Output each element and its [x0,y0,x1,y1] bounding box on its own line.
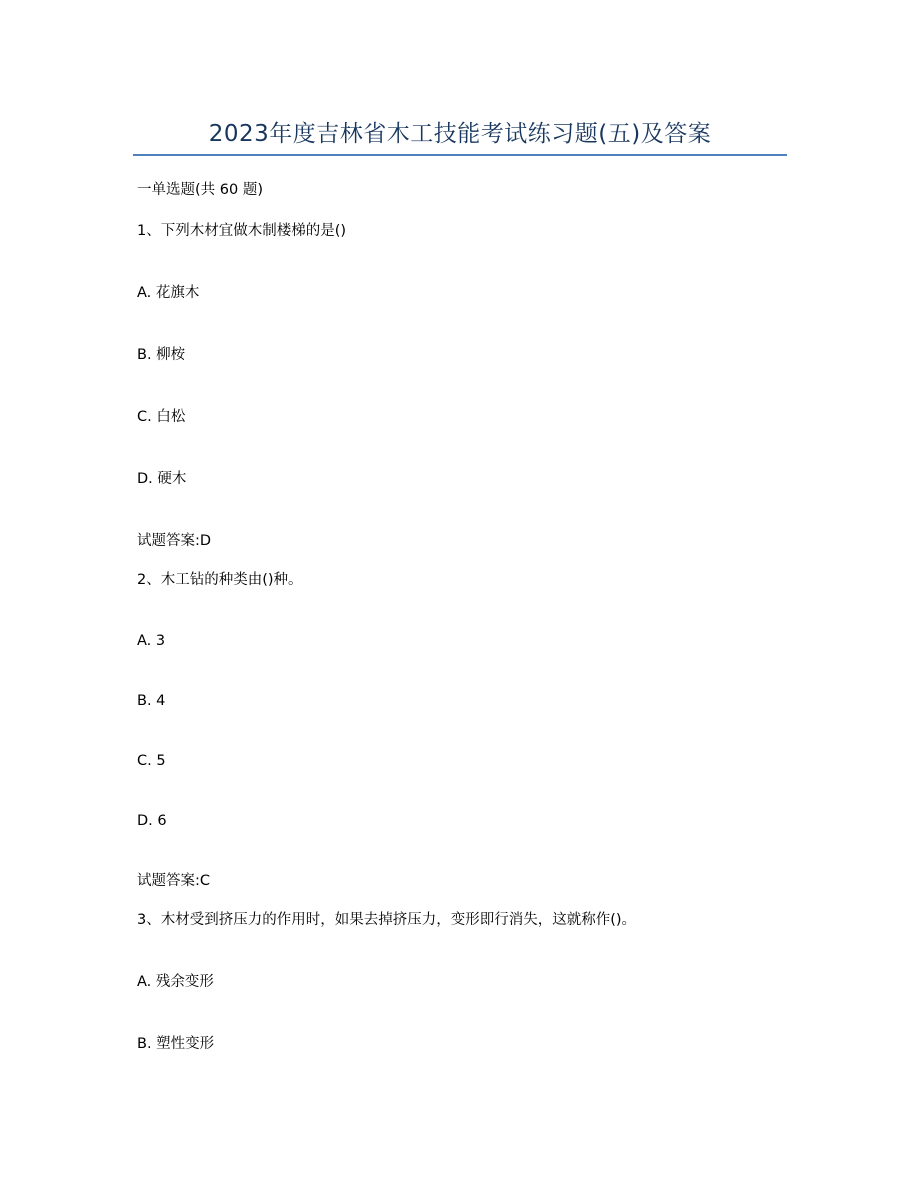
option-d: D. 6 [137,813,167,829]
question-stem: 3、木材受到挤压力的作用时，如果去掉挤压力，变形即行消失，这就称作()。 [137,912,637,928]
question-stem: 2、木工钻的种类由()种。 [137,572,303,588]
option-b: B. 柳桉 [137,347,186,363]
question-stem: 1、下列木材宜做木制楼梯的是() [137,223,347,239]
option-c: C. 5 [137,753,166,769]
title-divider [133,154,787,156]
option-c: C. 白松 [137,409,186,425]
document-title: 2023年度吉林省木工技能考试练习题(五)及答案 [208,121,712,147]
option-a: A. 3 [137,633,166,649]
option-d: D. 硬木 [137,471,187,487]
answer: 试题答案:D [137,533,212,549]
option-b: B. 4 [137,693,166,709]
option-b: B. 塑性变形 [137,1036,215,1052]
answer: 试题答案:C [137,873,211,889]
option-a: A. 花旗木 [137,285,200,301]
option-a: A. 残余变形 [137,974,214,990]
section-heading: 一单选题(共 60 题) [137,182,263,198]
